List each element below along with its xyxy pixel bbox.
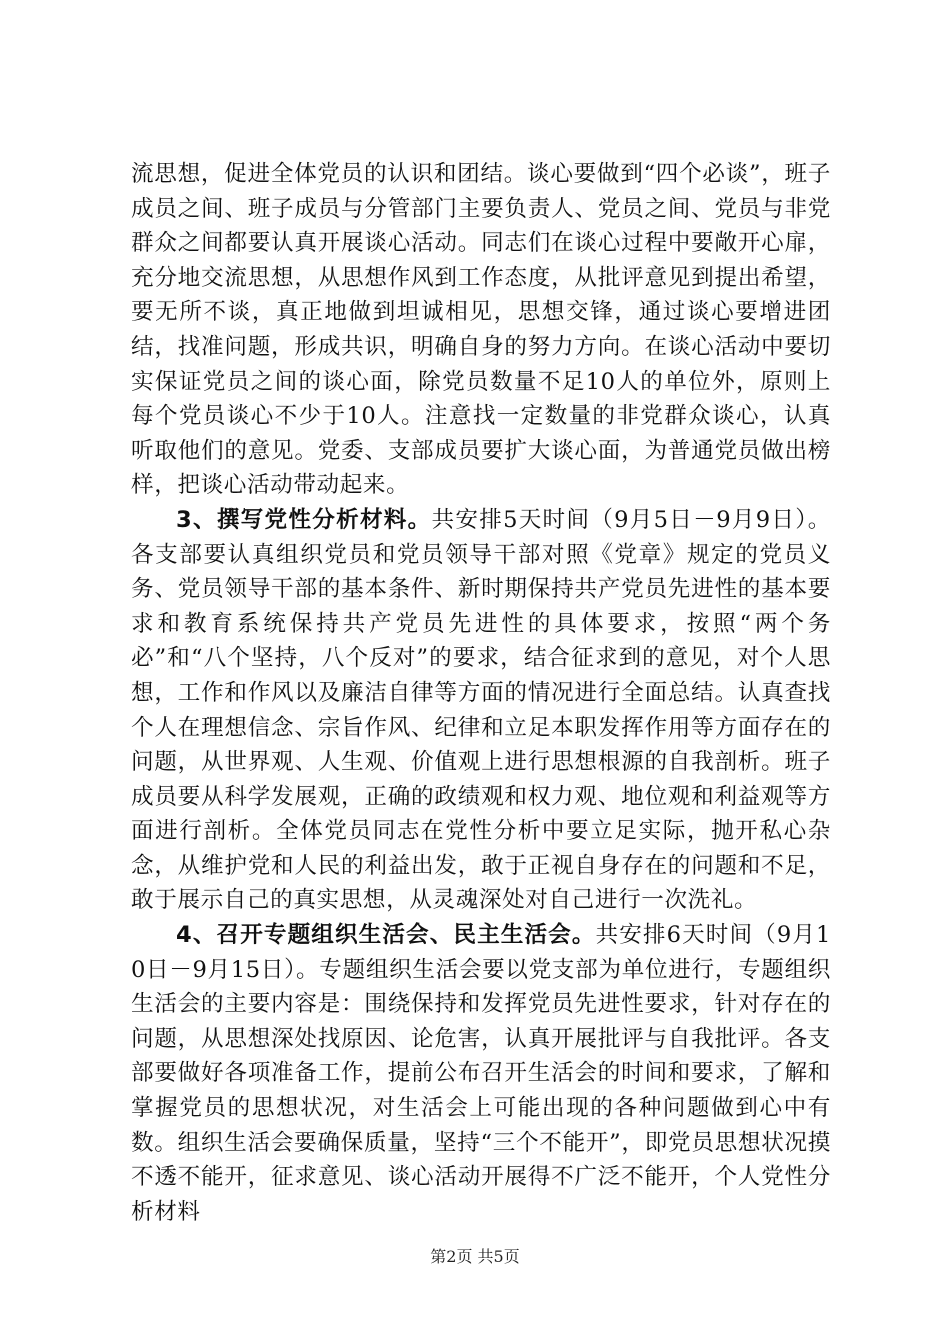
page-number-footer: 第2页 共5页	[430, 1247, 520, 1266]
paragraph-party-analysis	[131, 503, 831, 918]
section-heading-4: 4、召开专题组织生活会、民主生活会。	[176, 922, 596, 949]
paragraph-text: 共安排6天时间（9月10日－9月15日）。专题组织生活会要以党支部为单位进行，专题组织生活会的主要内容是：围绕保持和发挥党员先进性要求，针对存在的问题，从思想深处找原因、论危害，认真开展批评与自我批评。各支部要做好各项准备工作，提前公布召开生活会的时间和要求，了解和掌握党员的思想状况，对生活会上可能出现的各种问题做到心中有数。组织生活会要确保质量，坚持“三个不能开”，即党员思想状况摸不透不能开，征求意见、谈心活动开展得不广泛不能开，个人党性分析材料	[131, 922, 831, 1225]
paragraph-talk-activity	[131, 157, 831, 503]
paragraph-text: 流思想，促进全体党员的认识和团结。谈心要做到“四个必谈”，班子成员之间、班子成员与分管部门主要负责人、党员之间、党员与非党群众之间都要认真开展谈心活动。同志们在谈心过程中要敞开心扉，充分地交流思想，从思想作风到工作态度，从批评意见到提出希望，要无所不谈，真正地做到坦诚相见，思想交锋，通过谈心要增进团结，找准问题，形成共识，明确自身的努力方向。在谈心活动中要切实保证党员之间的谈心面，除党员数量不足10人的单位外，原则上每个党员谈心不少于10人。注意找一定数量的非党群众谈心，认真听取他们的意见。党委、支部成员要扩大谈心面，为普通党员做出榜样，把谈心活动带动起来。	[131, 161, 831, 499]
paragraph-life-meeting	[131, 918, 831, 1229]
section-heading-3: 3、撰写党性分析材料。	[176, 506, 432, 533]
paragraph-text: 共安排5天时间（9月5日－9月9日）。各支部要认真组织党员和党员领导干部对照《党章》规定的党员义务、党员领导干部的基本条件、新时期保持共产党员先进性的基本要求和教育系统保持共产党员先进性的具体要求，按照“两个务必”和“八个坚持，八个反对”的要求，结合征求到的意见，对个人思想，工作和作风以及廉洁自律等方面的情况进行全面总结。认真查找个人在理想信念、宗旨作风、纪律和立足本职发挥作用等方面存在的问题，从世界观、人生观、价值观上进行思想根源的自我剖析。班子成员要从科学发展观，正确的政绩观和权力观、地位观和利益观等方面进行剖析。全体党员同志在党性分析中要立足实际，抛开私心杂念，从维护党和人民的利益出发，敢于正视自身存在的问题和不足，敢于展示自己的真实思想，从灵魂深处对自己进行一次洗礼。	[131, 506, 831, 914]
document-body	[131, 157, 831, 1229]
